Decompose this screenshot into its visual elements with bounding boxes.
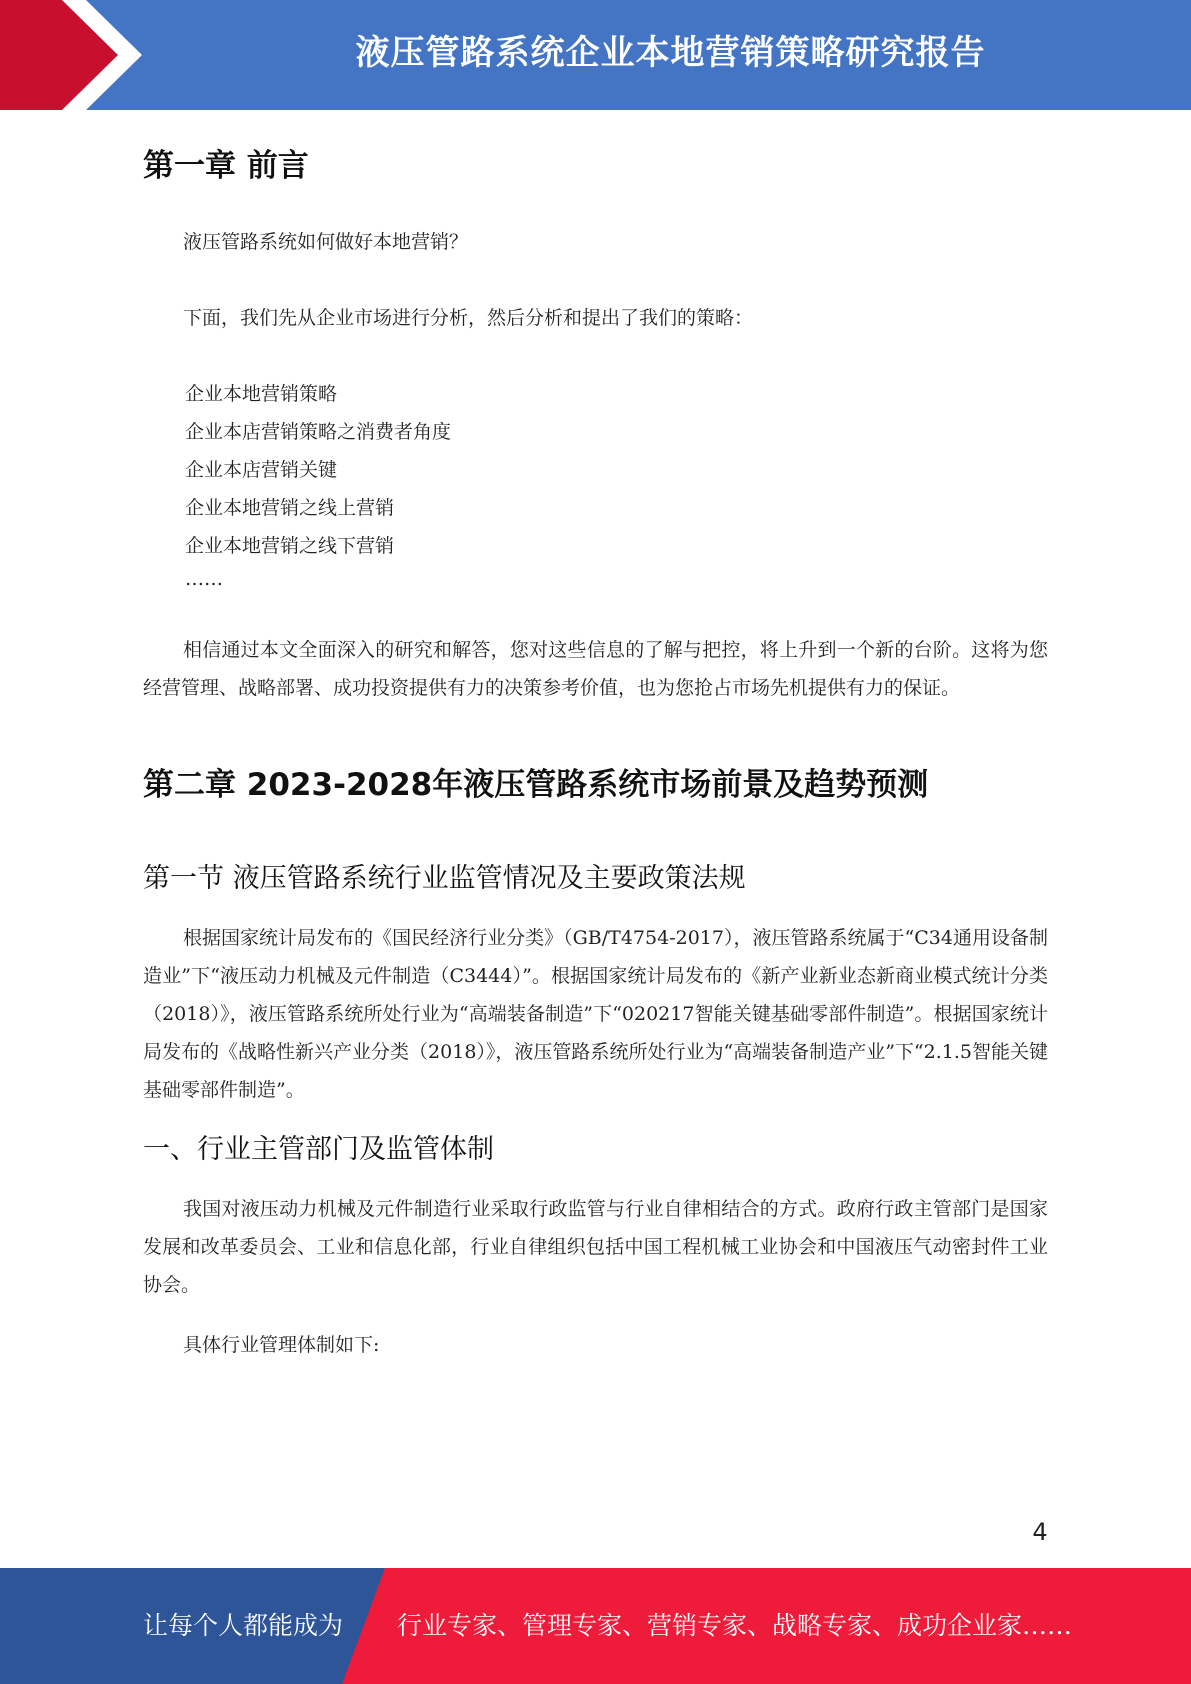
list-item: 企业本地营销之线上营销 [185,497,395,519]
list-item: …… [185,568,223,590]
chapter1-intro: 下面，我们先从企业市场进行分析，然后分析和提出了我们的策略： [183,307,754,329]
footer-slogan-right: 行业专家、管理专家、营销专家、战略专家、成功企业家…… [397,1611,1073,1640]
section1-paragraph: 根据国家统计局发布的《国民经济行业分类》（GB/T4754-2017），液压管路系统属于“C34通用设备制造业”下“液压动力机械及元件制造（C3444）”。根据国家统计局发布的《新产业新业态新商业模式统计分类（2018）》，液压管路系统所处行业为“高端装备制造”下“020217智能关键基础零部件制造”。根据国家统计局发布的《战略性新兴产业分类（2018）》，液压管路系统所处行业为“高端装备制造产业”下“2.1.5智能关键基础零部件制造”。 [143,927,1048,1101]
list-item: 企业本地营销策略 [185,383,338,405]
chapter1-question: 液压管路系统如何做好本地营销？ [183,231,469,253]
strategy-list [143,375,1048,593]
subsection1-followup: 具体行业管理体制如下: [183,1334,380,1356]
subsection1-title: 一、行业主管部门及监管体制 [143,1134,494,1165]
header-banner [0,0,1191,110]
chapter1-conclusion: 相信通过本文全面深入的研究和解答，您对这些信息的了解与把控，将上升到一个新的台阶。这将为您经营管理、战略部署、成功投资提供有力的决策参考价值，也为您抢占市场先机提供有力的保证。 [143,639,1048,699]
subsection1-paragraph: 我国对液压动力机械及元件制造行业采取行政监管与行业自律相结合的方式。政府行政主管部门是国家发展和改革委员会、工业和信息化部，行业自律组织包括中国工程机械工业协会和中国液压气动密封件工业协会。 [143,1198,1048,1296]
footer-slogan-left: 让每个人都能成为 [143,1611,344,1640]
chapter2-title: 第二章 2023-2028年液压管路系统市场前景及趋势预测 [143,767,929,803]
header-chevron-decoration [0,0,160,110]
chapter1-title: 第一章 前言 [143,148,309,184]
list-item: 企业本店营销策略之消费者角度 [185,421,452,443]
footer-banner [0,1568,1191,1684]
section1-title: 第一节 液压管路系统行业监管情况及主要政策法规 [143,863,746,894]
page-content [143,110,1048,1364]
list-item: 企业本店营销关键 [185,459,338,481]
report-title: 液压管路系统企业本地营销策略研究报告 [355,33,986,73]
list-item: 企业本地营销之线下营销 [185,535,395,557]
page-number: 4 [1032,1518,1048,1546]
